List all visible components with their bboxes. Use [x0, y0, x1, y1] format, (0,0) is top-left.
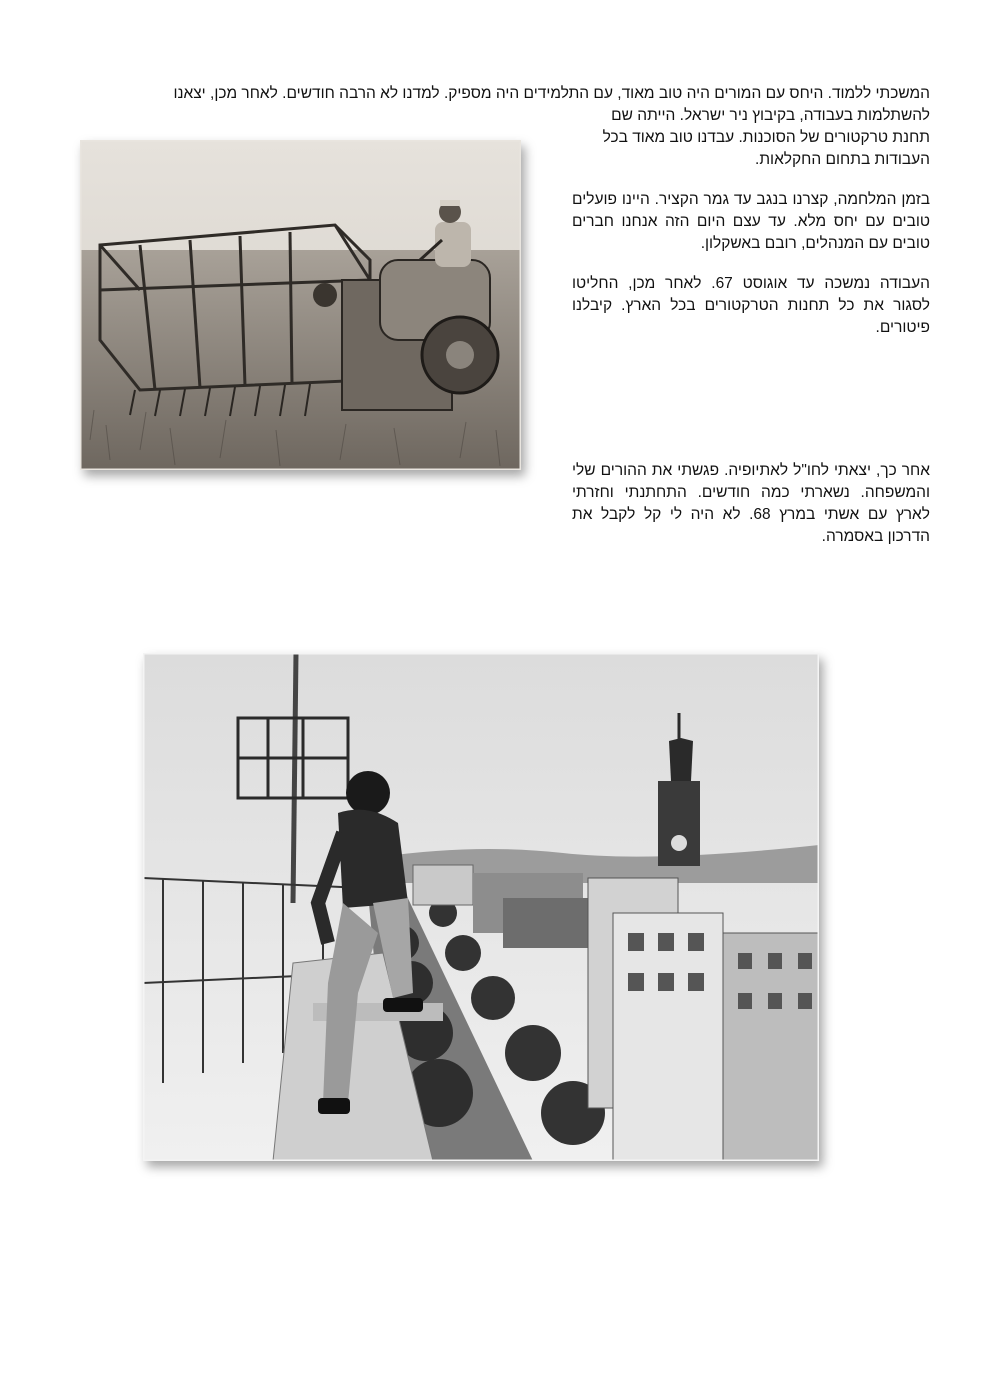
city-balcony-photo [143, 653, 819, 1161]
city-balcony-image [143, 653, 819, 1161]
paragraph-3: העבודה נמשכה עד אוגוסט 67. לאחר מכן, החליטו לסגור את כל תחנות הטרקטורים בכל הארץ. קיבלנו פיטורים. [572, 275, 931, 336]
combine-harvester-photo [80, 140, 521, 470]
paragraph-4: אחר כך, יצאתי לחו"ל לאתיופיה. פגשתי את ההורים שלי והמשפחה. נשארתי כמה חודשים. התחתנתי וחזרתי לארץ עם אשתי במרץ 68. לא היה לי קל לקבל את הדרכון באסמרה. [572, 462, 930, 545]
paragraph-2: בזמן המלחמה, קצרנו בנגב עד גמר הקציר. היינו פועלים טובים עם יחס מלא. עד עצם היום הזה אנחנו חברים טובים עם המנהלים, רובם באשקלון. [572, 191, 930, 252]
paragraph-1-first-line: המשכתי ללמוד. היחס עם המורים היה טוב מאוד, עם התלמידים היה מספיק. למדנו לא הרבה חודשים. לאחר מכן, יצאנו [173, 85, 930, 102]
paragraph-1-continuation: להשתלמות בעבודה, בקיבוץ ניר ישראל. הייתה שם תחנת טרקטורים של הסוכנות. עבדנו טוב מאוד בכל העבודות בתחום החקלאות. [602, 107, 930, 168]
combine-harvester-image [80, 140, 521, 470]
